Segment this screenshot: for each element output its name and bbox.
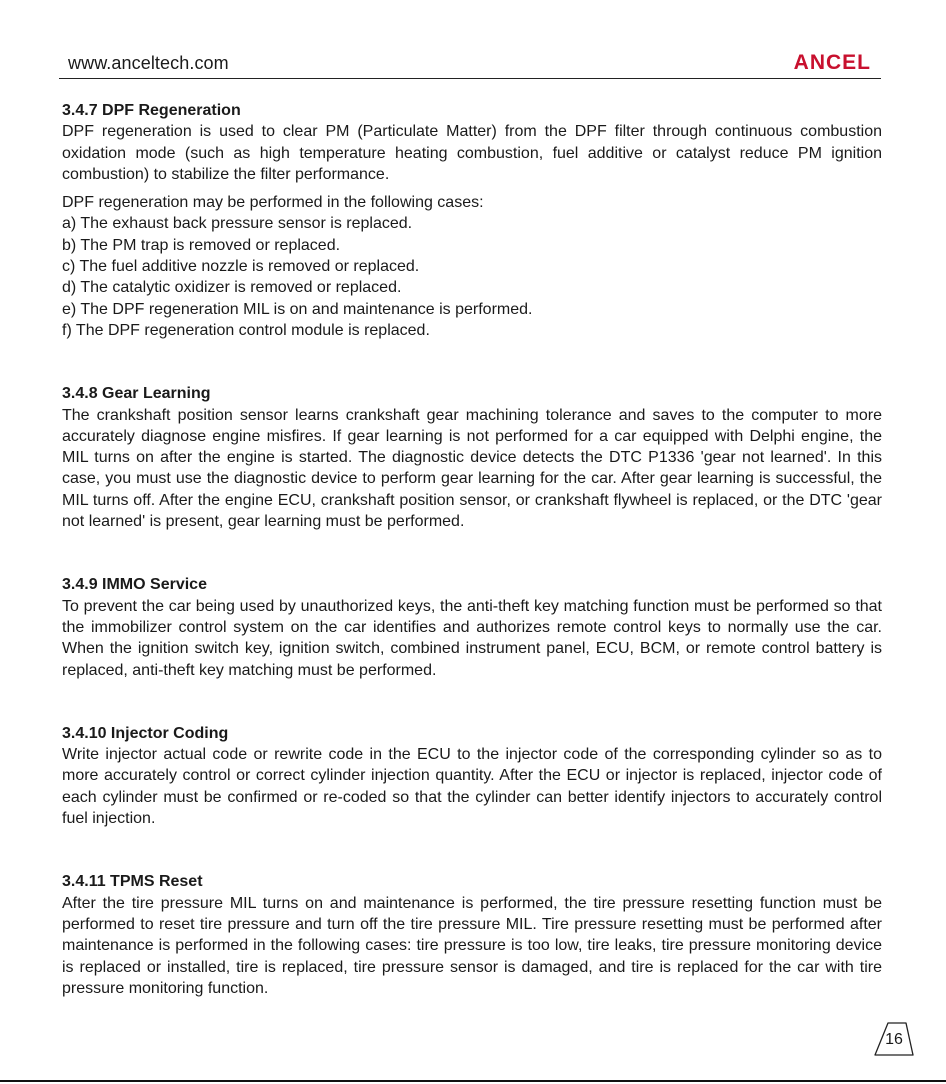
section-gear-learning xyxy=(62,383,882,532)
page-number: 16 xyxy=(885,1031,903,1048)
section-title: 3.4.10 Injector Coding xyxy=(62,724,229,742)
header-divider xyxy=(59,78,881,79)
section-title: 3.4.11 TPMS Reset xyxy=(62,873,203,891)
brand-logo: ANCEL xyxy=(793,51,871,74)
section-title: 3.4.9 IMMO Service xyxy=(62,576,207,594)
footer-divider xyxy=(0,1080,946,1082)
website-url: www.anceltech.com xyxy=(68,53,229,73)
section-injector-coding xyxy=(62,723,882,829)
section-title: 3.4.8 Gear Learning xyxy=(62,385,211,403)
section-dpf-regeneration xyxy=(62,100,882,341)
section-body: To prevent the car being used by unauthorized keys, the anti-theft key matching function must be performed so that the immobilizer control system on the car identifies and authorizes remote control keys to normally use the car. When the ignition switch key, ignition switch, combined instrument panel, ECU, BCM, or remote control battery is replaced, anti-theft key matching must be performed. xyxy=(62,597,882,679)
section-body: Write injector actual code or rewrite code in the ECU to the injector code of the corresponding cylinder so as to more accurately control or correct cylinder injection quantity. After the ECU or injector is replaced, injector code of each cylinder must be confirmed or re-coded so that the cylinder can better identify injectors to accurately control fuel injection. xyxy=(62,746,882,828)
list-item: a) The exhaust back pressure sensor is replaced. xyxy=(62,215,413,233)
list-item: e) The DPF regeneration MIL is on and maintenance is performed. xyxy=(62,300,533,318)
section-immo-service xyxy=(62,574,882,680)
list-item: f) The DPF regeneration control module is replaced. xyxy=(62,321,430,339)
list-item: c) The fuel additive nozzle is removed or replaced. xyxy=(62,258,420,276)
page-number-badge xyxy=(874,1022,914,1056)
section-tpms-reset xyxy=(62,871,882,999)
section-title: 3.4.7 DPF Regeneration xyxy=(62,102,241,119)
list-item: b) The PM trap is removed or replaced. xyxy=(62,236,341,254)
page-header xyxy=(68,52,871,76)
section-body: After the tire pressure MIL turns on and maintenance is performed, the tire pressure resetting function must be performed to reset tire pressure and turn off the tire pressure MIL. Tire pressure resetting must be performed after maintenance is performed in the following cases: tire pressure is too low, tire leaks, tire pressure monitoring device is replaced or installed, tire is replaced, tire pressure sensor is damaged, and tire is replaced for the car with tire pressure monitoring function. xyxy=(62,894,882,997)
cases-list xyxy=(62,213,882,341)
cases-intro: DPF regeneration may be performed in the following cases: xyxy=(62,194,484,212)
page-content xyxy=(62,100,882,999)
section-intro: DPF regeneration is used to clear PM (Particulate Matter) from the DPF filter through continuous combustion oxidation mode (such as high temperature heating combustion, fuel additive or catalyst reduce PM ignition combustion) to stabilize the filter performance. xyxy=(62,123,882,183)
list-item: d) The catalytic oxidizer is removed or replaced. xyxy=(62,279,402,297)
section-body: The crankshaft position sensor learns crankshaft gear machining tolerance and saves to the computer to more accurately diagnose engine misfires. If gear learning is not performed for a car equipped with Delphi engine, the MIL turns on after the engine is started. The diagnostic device detects the DTC P1336 'gear not learned'. In this case, you must use the diagnostic device to perform gear learning for the car. After gear learning is successful, the MIL turns off. After the engine ECU, crankshaft position sensor, or crankshaft flywheel is replaced, or the DTC 'gear not learned' is present, gear learning must be performed. xyxy=(62,406,882,531)
